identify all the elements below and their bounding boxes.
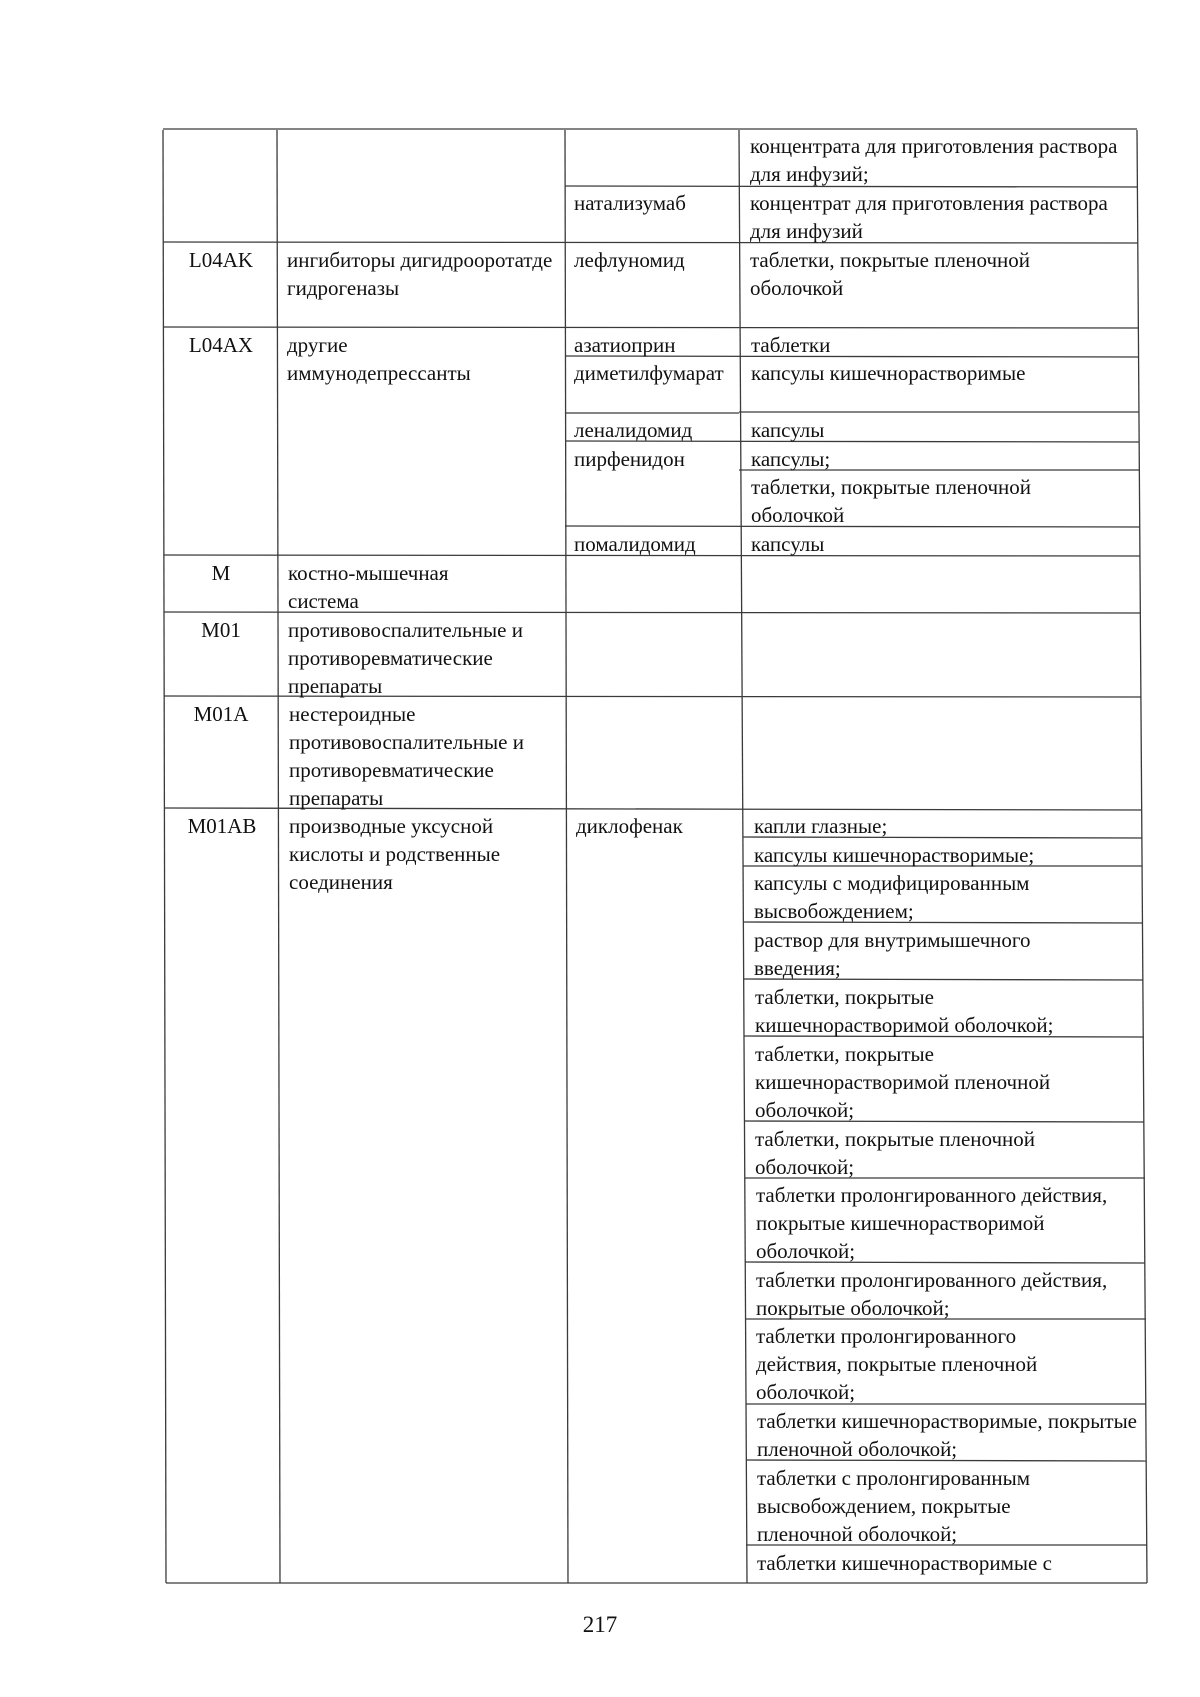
substance-name: леналидомид: [574, 418, 693, 442]
dosage-form-text: капсулы кишечнорастворимые: [751, 361, 1026, 385]
dosage-form-text: таблетки кишечнорастворимые, покрытые пленочной оболочкой;: [757, 1409, 1137, 1461]
dosage-form-text: таблетки: [751, 333, 831, 357]
group-name: костно-мышечная система: [288, 561, 449, 613]
dosage-form-text: раствор для внутримышечного введения;: [754, 928, 1031, 980]
atc-code: M01AB: [187, 814, 257, 838]
atc-code: M: [211, 561, 231, 585]
group-name: нестероидные противовоспалительные и противоревматические препараты: [289, 702, 524, 810]
dosage-form-text: капли глазные;: [754, 814, 888, 838]
substance-name: азатиоприн: [574, 333, 676, 357]
atc-code: M01: [201, 618, 241, 642]
group-name: противовоспалительные и противоревматические препараты: [288, 618, 523, 698]
dosage-form-text: таблетки с пролонгированным высвобождением, покрытые пленочной оболочкой;: [757, 1466, 1031, 1546]
substance-name: диклофенак: [576, 814, 683, 838]
substance-name: пирфенидон: [574, 447, 685, 471]
page-number: 217: [582, 1612, 618, 1637]
dosage-form-text: таблетки, покрытые пленочной оболочкой: [750, 248, 1031, 300]
dosage-form-text: капсулы;: [751, 447, 831, 471]
group-name: ингибиторы дигидрооротатдегидрогеназы: [287, 248, 553, 300]
substance-name: помалидомид: [574, 532, 696, 556]
group-name: производные уксусной кислоты и родственные соединения: [289, 814, 501, 894]
dosage-form-text: таблетки, покрытые пленочной оболочкой: [751, 475, 1032, 527]
dosage-form-text: капсулы кишечнорастворимые;: [754, 843, 1035, 867]
dosage-form-text: таблетки, покрытые кишечнорастворимой оболочкой;: [755, 985, 1054, 1037]
dosage-form-text: таблетки пролонгированного действия, покрытые оболочкой;: [756, 1268, 1108, 1320]
atc-code: L04AK: [188, 248, 254, 272]
dosage-form-text: концентрата для приготовления раствора для инфузий;: [750, 134, 1118, 186]
dosage-form-text: таблетки пролонгированного действия, покрытые кишечнорастворимой оболочкой;: [756, 1183, 1108, 1263]
dosage-form-text: капсулы с модифицированным высвобождением;: [754, 871, 1030, 923]
dosage-form-text: таблетки, покрытые пленочной оболочкой;: [755, 1127, 1036, 1179]
substance-name: лефлуномид: [574, 248, 685, 272]
atc-code: L04AX: [188, 333, 254, 357]
substance-name: натализумаб: [574, 191, 686, 215]
dosage-form-text: таблетки, покрытые кишечнорастворимой пленочной оболочкой;: [755, 1042, 1051, 1122]
dosage-form-text: капсулы: [751, 532, 825, 556]
dosage-form-text: таблетки кишечнорастворимые с: [757, 1551, 1052, 1575]
dosage-form-text: таблетки пролонгированного действия, покрытые пленочной оболочкой;: [756, 1324, 1038, 1404]
dosage-form-text: концентрат для приготовления раствора для инфузий: [750, 191, 1108, 243]
substance-name: диметилфумарат: [574, 361, 724, 385]
group-name: другие иммунодепрессанты: [287, 333, 471, 385]
atc-code: M01A: [193, 702, 249, 726]
dosage-form-text: капсулы: [751, 418, 825, 442]
